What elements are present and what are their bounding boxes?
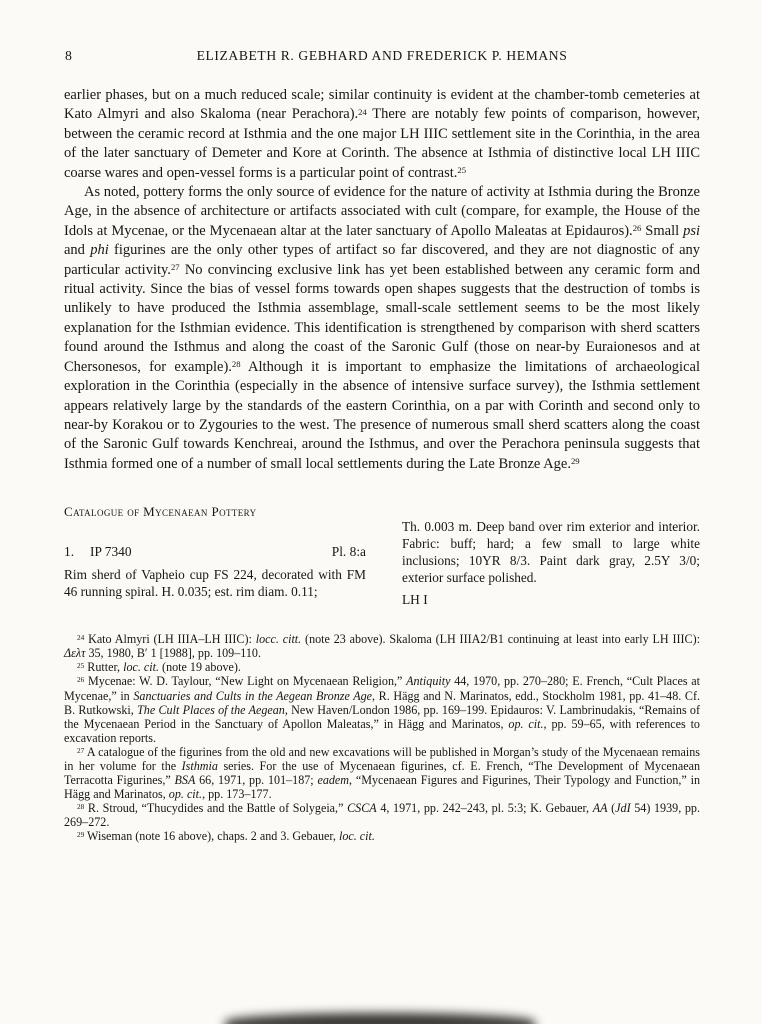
- entry-date: LH I: [402, 592, 428, 608]
- body-text: [64, 86, 700, 474]
- page-header: [64, 48, 700, 64]
- paragraph-2: As noted, pottery forms the only source of evidence for the nature of activity at Isthmia during the Bronze Age, in the absence of architecture or artifacts associated with cult (compare, for example, the House of the Idols at Mycenae, or the Mycenaean altar at the later sanctuary of Apollo Maleatas at Epidauros).$^{26}$ Small psi and phi figurines are the only other types of artifact so far discovered, and they are not diagnostic of any particular activity.$^{27}$ No convincing exclusive link has yet been established between any ceramic form and ritual activity. Since the bias of vessel forms towards open shapes suggests that the destruction of tombs is unlikely to have produced the Isthmia assemblage, small-scale settlement seems to be the most likely explanation for the Isthmian evidence. This identification is strengthened by comparison with sherd scatters found around the Isthmus and along the coast of the Saronic Gulf (those on near-by Euraionesos and at Chersonesos, for example).$^{28}$ Although it is important to emphasize the limitations of archaeological exploration in the Corinthia (especially in the absence of intensive surface survey), the Isthmia settlement appears relatively large by the standards of the eastern Corinthia, on a par with Corinth and second only to near-by Korakou or to Zygouries to the west. The presence of numerous small sherd scatters along the coast of the Saronic Gulf towards Kenchreai, around the Isthmus, and over the Perachora peninsula suggests that Isthmia formed one of a number of small local settlements during the Late Bronze Age.$^{29}$: [64, 184, 701, 472]
- footnote-29: $^{29}$ Wiseman (note 16 above), chaps. 2 and 3. Gebauer, loc. cit.: [77, 829, 375, 844]
- catalogue-right-column: [402, 504, 700, 608]
- scan-edge-artifact: [225, 1013, 535, 1024]
- catalogue-left-column: [64, 504, 366, 608]
- page-content: [64, 0, 700, 844]
- entry-description-left: Rim sherd of Vapheio cup FS 224, decorated with FM 46 running spiral. H. 0.035; est. rim diam. 0.11;: [64, 567, 366, 600]
- running-head: ELIZABETH R. GEBHARD AND FREDERICK P. HEMANS: [196, 48, 568, 63]
- footnote-26: $^{26}$ Mycenae: W. D. Taylour, “New Light on Mycenaean Religion,” Antiquity 44, 1970, pp. 270–280; E. French, “Cult Places at Mycenae,” in Sanctuaries and Cults in the Aegean Bronze Age, R. Hägg and N. Marinatos, edd., Stockholm 1981, pp. 41–48. Cf. B. Rutkowski, The Cult Places of the Aegean, New Haven/London 1986, pp. 169–199. Epidauros: V. Lambrinudakis, “Remains of the Mycenaean Period in the Sanctuary of Apollon Maleatas,” in Hägg and Marinatos, op. cit., pp. 59–65, with references to excavation reports.: [64, 674, 701, 745]
- paragraph-1: earlier phases, but on a much reduced scale; similar continuity is evident at the chamber-tomb cemeteries at Kato Almyri and also Skaloma (near Perachora).$^{24}$ There are notably few points of comparison, however, between the ceramic record at Isthmia and the one major LH IIIC settlement site in the Corinthia, in the area of the later sanctuary of Demeter and Kore at Corinth. The absence at Isthmia of distinctive local LH IIIC coarse wares and open-vessel forms is a particular point of contrast.$^{25}$: [64, 87, 700, 181]
- footnotes-section: [64, 632, 700, 843]
- footnote-28: $^{28}$ R. Stroud, “Thucydides and the Battle of Solygeia,” CSCA 4, 1971, pp. 242–243, pl. 5:3; K. Gebauer, AA (JdI 54) 1939, pp. 269–272.: [64, 801, 700, 830]
- footnote-27: $^{27}$ A catalogue of the figurines from the old and new excavations will be published in Morgan’s study of the Mycenaean remains in her volume for the Isthmia series. For the use of Mycenaean figurines, cf. E. French, “The Development of Mycenaean Terracotta Figurines,” BSA 66, 1971, pp. 101–187; eadem, “Mycenaean Figures and Figurines, Their Typology and Function,” in Hägg and Marinatos, op. cit., pp. 173–177.: [64, 744, 700, 802]
- page-number: 8: [65, 48, 72, 63]
- entry-number: 1.: [64, 544, 75, 560]
- footnote-24: $^{24}$ Kato Almyri (LH IIIA–LH IIIC): locc. citt. (note 23 above). Skaloma (LH IIIA2/B1 continuing at least into early LH IIIC): Δελτ 35, 1980, B′ 1 [1988], pp. 109–110.: [64, 632, 700, 661]
- entry-inventory-number: IP 7340: [90, 544, 132, 560]
- entry-plate-reference: Pl. 8:a: [331, 544, 366, 560]
- catalogue-heading: Catalogue of Mycenaean Pottery: [64, 504, 257, 520]
- catalogue-section: [64, 504, 700, 608]
- entry-description-right: Th. 0.003 m. Deep band over rim exterior and interior. Fabric: buff; hard; a few small to large white inclusions; 10YR 8/3. Paint dark gray, 2.5Y 3/0; exterior surface polished.: [402, 519, 700, 586]
- catalogue-entry-header: [64, 544, 366, 560]
- footnote-25: $^{25}$ Rutter, loc. cit. (note 19 above).: [77, 660, 241, 675]
